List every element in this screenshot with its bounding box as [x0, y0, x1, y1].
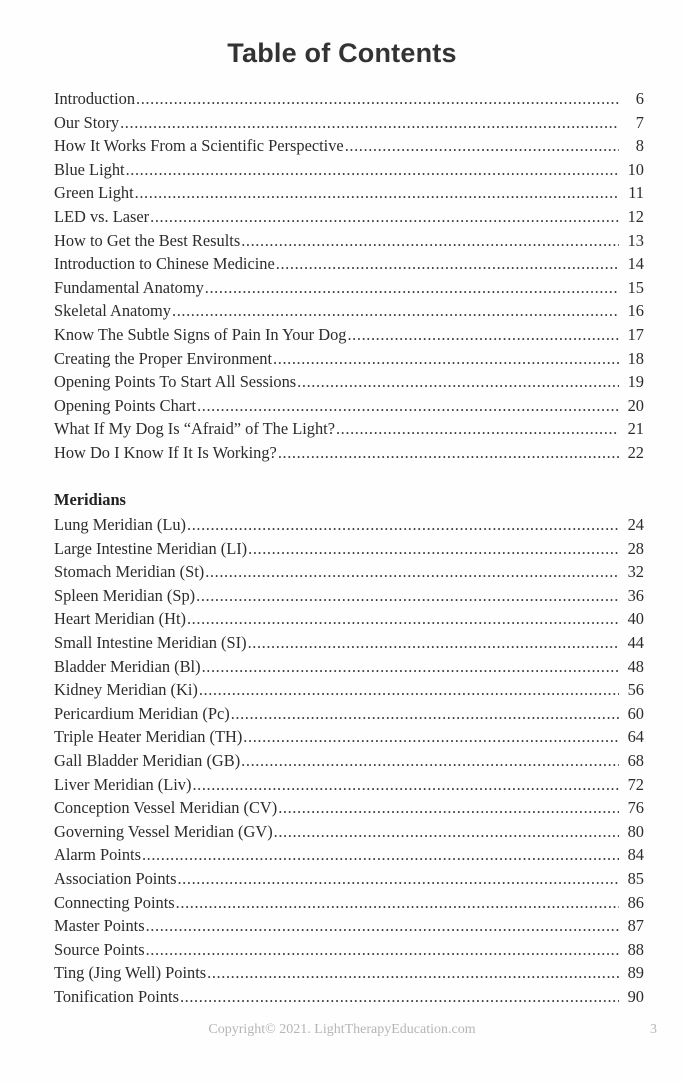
dot-leader: [142, 843, 619, 867]
toc-entry-page: 19: [627, 372, 644, 392]
toc-entry-label: Master Points: [54, 916, 145, 936]
dot-leader: [345, 134, 619, 158]
toc-entry: [54, 370, 644, 394]
toc-entry-label: Association Points: [54, 868, 177, 888]
toc-entry: [54, 607, 644, 631]
toc-entry: [54, 134, 644, 158]
toc-entry: [54, 276, 644, 300]
toc-meridians-list: [54, 488, 644, 1008]
dot-leader: [150, 205, 619, 229]
toc-entry-label: Introduction: [54, 89, 136, 108]
toc-entry-label: Triple Heater Meridian (TH): [54, 727, 243, 747]
toc-entry: [54, 655, 644, 679]
toc-entry-page: 85: [627, 868, 644, 888]
dot-leader: [176, 891, 619, 915]
toc-entry: [54, 299, 644, 323]
toc-entry-label: How to Get the Best Results: [54, 230, 241, 250]
toc-entry-label: Connecting Points: [54, 892, 175, 912]
toc-entry-page: 10: [627, 159, 644, 179]
toc-entry: [54, 867, 644, 891]
toc-entry-label: Our Story: [54, 112, 120, 132]
dot-leader: [274, 820, 619, 844]
toc-entry-page: 40: [627, 609, 644, 629]
toc-entry-label: Source Points: [54, 939, 145, 959]
toc-entry-label: Governing Vessel Meridian (GV): [54, 821, 273, 841]
toc-entry: [54, 513, 644, 537]
dot-leader: [172, 299, 619, 323]
toc-entry-page: 72: [627, 774, 644, 794]
toc-entry: [54, 87, 644, 111]
toc-main-list: [54, 87, 644, 465]
toc-entry: [54, 725, 644, 749]
dot-leader: [187, 607, 619, 631]
toc-entry-page: 12: [627, 206, 644, 226]
footer-copyright: Copyright© 2021. LightTherapyEducation.com: [208, 1022, 476, 1037]
dot-leader: [146, 914, 619, 938]
toc-entry-page: 86: [627, 892, 644, 912]
toc-entry-label: How Do I Know If It Is Working?: [54, 442, 277, 462]
toc-entry-label: Blue Light: [54, 159, 125, 179]
toc-entry-page: 8: [635, 136, 644, 156]
dot-leader: [336, 417, 619, 441]
dot-leader: [248, 631, 619, 655]
toc-entry: [54, 938, 644, 962]
toc-entry-page: 11: [628, 183, 644, 203]
toc-entry-page: 56: [627, 680, 644, 700]
toc-entry-page: 7: [635, 112, 644, 132]
dot-leader: [276, 252, 619, 276]
toc-entry-page: 80: [627, 821, 644, 841]
toc-entry: [54, 252, 644, 276]
toc-entry-page: 60: [627, 703, 644, 723]
toc-entry-page: 16: [627, 301, 644, 321]
toc-entry-page: 68: [627, 750, 644, 770]
toc-entry-page: 15: [627, 277, 644, 297]
dot-leader: [347, 323, 619, 347]
toc-entry-page: 28: [627, 538, 644, 558]
toc-entry: [54, 560, 644, 584]
dot-leader: [192, 773, 619, 797]
toc-entry: [54, 441, 644, 465]
toc-entry-page: 87: [627, 916, 644, 936]
toc-entry-label: Conception Vessel Meridian (CV): [54, 798, 278, 818]
dot-leader: [187, 513, 619, 537]
toc-entry-page: 18: [627, 348, 644, 368]
toc-entry-page: 21: [627, 419, 644, 439]
dot-leader: [205, 560, 619, 584]
toc-entry-page: 17: [627, 324, 644, 344]
toc-entry-label: Liver Meridian (Liv): [54, 774, 192, 794]
dot-leader: [207, 961, 619, 985]
footer-page-number: 3: [650, 1022, 657, 1037]
toc-entry-page: 6: [635, 89, 644, 108]
toc-entry-page: 89: [627, 963, 644, 983]
dot-leader: [180, 985, 619, 1009]
toc-entry-label: Large Intestine Meridian (LI): [54, 538, 248, 558]
dot-leader: [297, 370, 619, 394]
toc-entry-label: Gall Bladder Meridian (GB): [54, 750, 241, 770]
toc-entry: [54, 394, 644, 418]
dot-leader: [177, 867, 619, 891]
section-heading-meridians: Meridians: [54, 490, 126, 509]
toc-entry: [54, 631, 644, 655]
toc-entry-page: 20: [627, 395, 644, 415]
toc-entry: [54, 820, 644, 844]
dot-leader: [241, 749, 619, 773]
toc-entry-label: Small Intestine Meridian (SI): [54, 632, 247, 652]
toc-entry-page: 13: [627, 230, 644, 250]
toc-entry: [54, 205, 644, 229]
toc-entry: [54, 773, 644, 797]
dot-leader: [136, 87, 619, 111]
toc-entry-label: Ting (Jing Well) Points: [54, 963, 207, 983]
toc-entry-page: 14: [627, 254, 644, 274]
toc-entry-label: Fundamental Anatomy: [54, 277, 204, 297]
toc-entry-label: Opening Points Chart: [54, 395, 197, 415]
dot-leader: [196, 584, 619, 608]
toc-entry: [54, 417, 644, 441]
toc-entry-label: Skeletal Anatomy: [54, 301, 171, 321]
dot-leader: [135, 181, 619, 205]
toc-entry: [54, 796, 644, 820]
dot-leader: [146, 938, 619, 962]
toc-entry-page: 36: [627, 585, 644, 605]
toc-entry-page: 90: [627, 986, 644, 1006]
toc-entry: [54, 985, 644, 1009]
toc-entry-label: LED vs. Laser: [54, 206, 150, 226]
toc-entry-label: Heart Meridian (Ht): [54, 609, 186, 629]
dot-leader: [126, 158, 619, 182]
dot-leader: [120, 111, 619, 135]
dot-leader: [243, 725, 619, 749]
toc-entry-label: Introduction to Chinese Medicine: [54, 254, 275, 274]
toc-entry: [54, 323, 644, 347]
toc-entry-label: Pericardium Meridian (Pc): [54, 703, 230, 723]
toc-entry-page: 64: [627, 727, 644, 747]
toc-entry-label: How It Works From a Scientific Perspective: [54, 136, 344, 156]
toc-entry: [54, 111, 644, 135]
toc-entry-label: Know The Subtle Signs of Pain In Your Dog: [54, 324, 347, 344]
toc-entry-page: 22: [627, 442, 644, 462]
toc-entry-label: Opening Points To Start All Sessions: [54, 372, 297, 392]
toc-entry: [54, 891, 644, 915]
toc-entry: [54, 702, 644, 726]
toc-entry-label: Kidney Meridian (Ki): [54, 680, 198, 700]
toc-entry: [54, 229, 644, 253]
dot-leader: [202, 655, 619, 679]
toc-entry-page: 76: [627, 798, 644, 818]
toc-entry-label: Stomach Meridian (St): [54, 562, 205, 582]
page-title: Table of Contents: [227, 38, 457, 68]
toc-entry-label: Bladder Meridian (Bl): [54, 656, 201, 676]
dot-leader: [273, 347, 619, 371]
toc-entry: [54, 584, 644, 608]
toc-entry-page: 84: [627, 845, 644, 865]
dot-leader: [197, 394, 619, 418]
toc-entry-page: 24: [627, 515, 644, 534]
dot-leader: [231, 702, 619, 726]
toc-entry: [54, 181, 644, 205]
toc-entry-page: 44: [627, 632, 644, 652]
dot-leader: [248, 537, 619, 561]
dot-leader: [278, 796, 619, 820]
toc-entry-page: 88: [627, 939, 644, 959]
toc-entry: [54, 347, 644, 371]
dot-leader: [199, 678, 619, 702]
toc-entry-page: 32: [627, 562, 644, 582]
toc-entry: [54, 537, 644, 561]
toc-entry-label: What If My Dog Is “Afraid” of The Light?: [54, 419, 335, 439]
toc-entry: [54, 843, 644, 867]
dot-leader: [278, 441, 619, 465]
dot-leader: [241, 229, 619, 253]
toc-entry: [54, 678, 644, 702]
toc-entry: [54, 961, 644, 985]
toc-entry-label: Tonification Points: [54, 986, 179, 1006]
toc-entry-label: Creating the Proper Environment: [54, 348, 273, 368]
toc-entry-label: Green Light: [54, 183, 134, 203]
toc-entry-label: Alarm Points: [54, 845, 141, 865]
toc-entry-label: Lung Meridian (Lu): [54, 515, 186, 534]
toc-entry: [54, 158, 644, 182]
toc-entry: [54, 749, 644, 773]
toc-entry-label: Spleen Meridian (Sp): [54, 585, 196, 605]
toc-entry-page: 48: [627, 656, 644, 676]
toc-entry: [54, 914, 644, 938]
dot-leader: [205, 276, 619, 300]
